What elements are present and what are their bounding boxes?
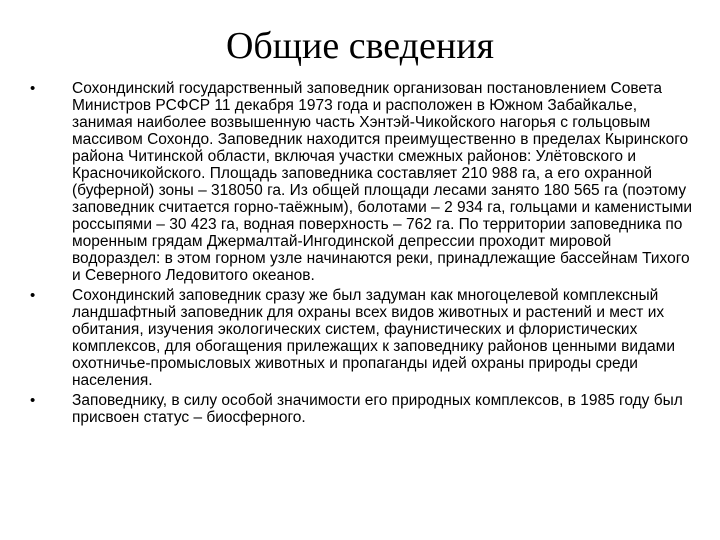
bullet-icon: • <box>30 80 36 97</box>
bullet-icon: • <box>30 287 36 304</box>
bullet-text: Сохондинский заповедник сразу же был задуман как многоцелевой комплексный ландшафтный заповедник для охраны всех видов животных и растений и мест их обитания, изучения экологических систем, фаунистических и флористических комплексов, для обогащения прилежащих к заповеднику районов ценными видами охотничье-промысловых животных и пропаганды идей охраны природы среди населения. <box>72 287 675 389</box>
bullet-item-3 <box>30 392 700 426</box>
bullet-icon: • <box>30 392 36 409</box>
slide-title: Общие сведения <box>225 25 495 67</box>
bullet-item-1 <box>30 80 700 284</box>
bullet-text: Сохондинский государственный заповедник организован постановлением Совета Министров РСФСР 11 декабря 1973 года и расположен в Южном Забайкалье, занимая наиболее возвышенную часть Хэнтэй-Чикойского нагорья с гольцовым массивом Сохондо. Заповедник находится преимущественно в пределах Кыринского района Читинской области, включая участки смежных районов: Улётовского и Красночикойского. Площадь заповедника составляет 210 988 га, а его охранной (буферной) зоны – 318050 га. Из общей площади лесами занято 180 565 га (поэтому заповедник считается горно-таёжным), болотами – 2 934 га, гольцами и каменистыми россыпями – 30 423 га, водная поверхность – 762 га. По территории заповедника по моренным грядам Джермалтай-Ингодинской депрессии проходит мировой водораздел: в этом горном узле начинаются реки, принадлежащие бассейнам Тихого и Северного Ледовитого океанов. <box>72 80 693 284</box>
bullet-text: Заповеднику, в силу особой значимости его природных комплексов, в 1985 году был присвоен статус – биосферного. <box>72 392 683 426</box>
bullet-item-2 <box>30 287 700 389</box>
bullet-list <box>30 80 700 429</box>
